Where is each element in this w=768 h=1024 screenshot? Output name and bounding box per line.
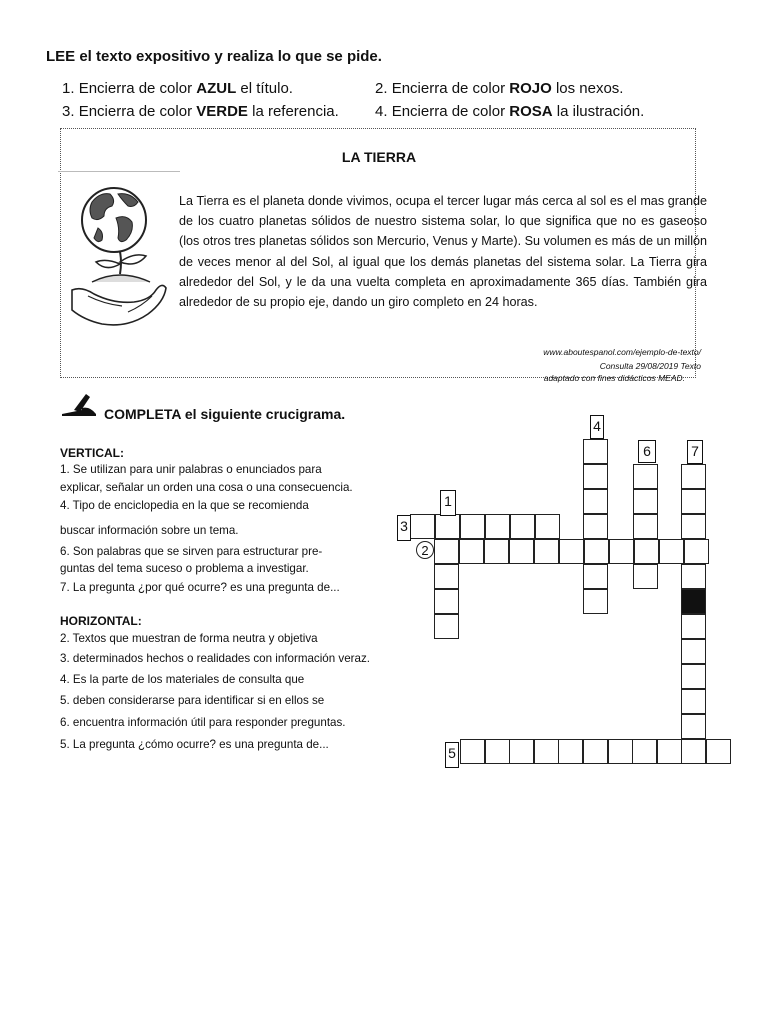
- crossword-cell[interactable]: [460, 514, 485, 539]
- crossword-cell[interactable]: [559, 539, 584, 564]
- crossword-cell[interactable]: [509, 739, 534, 764]
- crossword-cell[interactable]: [633, 514, 658, 539]
- crossword-cell[interactable]: [681, 489, 706, 514]
- text-title: LA TIERRA: [341, 149, 417, 165]
- reference-consulta: Consulta 29/08/2019 Texto: [599, 361, 701, 371]
- crossword-cell[interactable]: [681, 514, 706, 539]
- crossword-cell[interactable]: [583, 564, 608, 589]
- crossword-cell[interactable]: [681, 739, 706, 764]
- horizontal-clue: 5. La pregunta ¿cómo ocurre? es una pregunta de...: [60, 738, 329, 751]
- crossword-cell[interactable]: [584, 539, 609, 564]
- vertical-clue: guntas del tema suceso o problema a investigar.: [60, 562, 309, 575]
- horizontal-clue: 3. determinados hechos o realidades con información veraz.: [60, 652, 370, 665]
- crossword-cell[interactable]: [583, 464, 608, 489]
- crossword-cell[interactable]: [435, 514, 460, 539]
- reference-url: www.aboutespanol.com/ejemplo-de-texto/: [543, 347, 701, 357]
- crossword-cell[interactable]: [681, 664, 706, 689]
- crossword-heading: COMPLETA el siguiente crucigrama.: [104, 406, 346, 422]
- crossword-cell[interactable]: [460, 739, 485, 764]
- crossword-cell[interactable]: [681, 464, 706, 489]
- reference-adaptado: adaptado con fines didácticos MEAD.: [543, 373, 685, 383]
- crossword-cell[interactable]: [534, 739, 559, 764]
- pencil-hand-icon: [60, 390, 100, 418]
- vertical-clue: 1. Se utilizan para unir palabras o enunciados para: [60, 463, 322, 476]
- instruction-1: 1. Encierra de color AZUL el título.: [62, 80, 293, 97]
- illustration: [58, 171, 180, 348]
- crossword-cell[interactable]: [583, 739, 608, 764]
- crossword-cell[interactable]: [681, 564, 706, 589]
- crossword-cell[interactable]: [583, 589, 608, 614]
- crossword-cell[interactable]: [681, 689, 706, 714]
- crossword-cell[interactable]: [434, 614, 459, 639]
- crossword-cell[interactable]: [410, 514, 435, 539]
- crossword-cell[interactable]: [459, 539, 484, 564]
- vertical-clue: 7. La pregunta ¿por qué ocurre? es una pregunta de...: [60, 581, 340, 594]
- crossword-cell[interactable]: [659, 539, 684, 564]
- crossword-cell[interactable]: [609, 539, 634, 564]
- crossword-number-5: 5: [445, 742, 459, 768]
- crossword-cell[interactable]: [484, 539, 509, 564]
- vertical-title: VERTICAL:: [60, 446, 124, 460]
- crossword-cell[interactable]: [633, 464, 658, 489]
- globe-plant-hands-icon: [58, 172, 180, 348]
- vertical-clue: 6. Son palabras que se sirven para estructurar pre-: [60, 545, 323, 558]
- crossword-cell[interactable]: [634, 539, 659, 564]
- crossword-cell[interactable]: [583, 439, 608, 464]
- horizontal-title: HORIZONTAL:: [60, 614, 142, 628]
- crossword-cell[interactable]: [535, 514, 560, 539]
- expository-text-box: [60, 128, 707, 383]
- crossword-cell[interactable]: [558, 739, 583, 764]
- crossword-cell[interactable]: [583, 489, 608, 514]
- crossword-cell[interactable]: [706, 739, 731, 764]
- crossword-cell[interactable]: [485, 514, 510, 539]
- crossword-cell[interactable]: [681, 614, 706, 639]
- vertical-clue: explicar, señalar un orden una cosa o una consecuencia.: [60, 481, 353, 494]
- horizontal-clue: 4. Es la parte de los materiales de consulta que: [60, 673, 305, 686]
- instruction-3: 3. Encierra de color VERDE la referencia.: [62, 103, 339, 120]
- horizontal-clue: 6. encuentra información útil para responder preguntas.: [60, 716, 346, 729]
- page-heading: LEE el texto expositivo y realiza lo que se pide.: [46, 48, 382, 65]
- crossword-number-2: 2: [416, 541, 434, 559]
- vertical-clue: buscar información sobre un tema.: [60, 524, 239, 537]
- crossword-number-1: 1: [440, 490, 456, 516]
- crossword-cell[interactable]: [633, 489, 658, 514]
- crossword-cell[interactable]: [485, 739, 510, 764]
- crossword-cell[interactable]: [509, 539, 534, 564]
- crossword-cell[interactable]: [510, 514, 535, 539]
- crossword-cell[interactable]: [681, 639, 706, 664]
- text-paragraph: La Tierra es el planeta donde vivimos, ocupa el tercer lugar más cerca al sol es el mas grande de los cuatro planetas sólidos de nuestro sistema solar, lo que significa que no es gaseoso (los otros tres planetas sólidos son Mercurio, Venus y Marte). Su volumen es más de un millón de veces menor al del Sol, al igual que los demás planetas del sistema solar. La Tierra gira alrededor del Sol, y le da una vuelta completa en aproximadamente 365 días. También gira alrededor de su propio eje, dando un giro completo en 24 horas.: [179, 194, 707, 310]
- crossword-cell[interactable]: [583, 514, 608, 539]
- crossword-cell[interactable]: [534, 539, 559, 564]
- crossword-number-4: 4: [590, 415, 604, 439]
- crossword-number-6: 6: [638, 440, 656, 463]
- crossword-cell[interactable]: [434, 539, 459, 564]
- crossword-black-cell: [681, 589, 706, 614]
- crossword-number-3: 3: [397, 515, 411, 541]
- crossword-cell[interactable]: [434, 564, 459, 589]
- crossword-cell[interactable]: [632, 739, 657, 764]
- instruction-2: 2. Encierra de color ROJO los nexos.: [375, 80, 624, 97]
- crossword-cell[interactable]: [434, 589, 459, 614]
- crossword-cell[interactable]: [684, 539, 709, 564]
- horizontal-clue: 2. Textos que muestran de forma neutra y objetiva: [60, 632, 318, 645]
- crossword-cell[interactable]: [657, 739, 682, 764]
- horizontal-clue: 5. deben considerarse para identificar si en ellos se: [60, 694, 325, 707]
- instruction-4: 4. Encierra de color ROSA la ilustración.: [375, 103, 645, 120]
- crossword-number-7: 7: [687, 440, 703, 464]
- vertical-clue: 4. Tipo de enciclopedia en la que se recomienda: [60, 499, 309, 512]
- crossword-cell[interactable]: [608, 739, 633, 764]
- crossword-cell[interactable]: [681, 714, 706, 739]
- crossword-cell[interactable]: [633, 564, 658, 589]
